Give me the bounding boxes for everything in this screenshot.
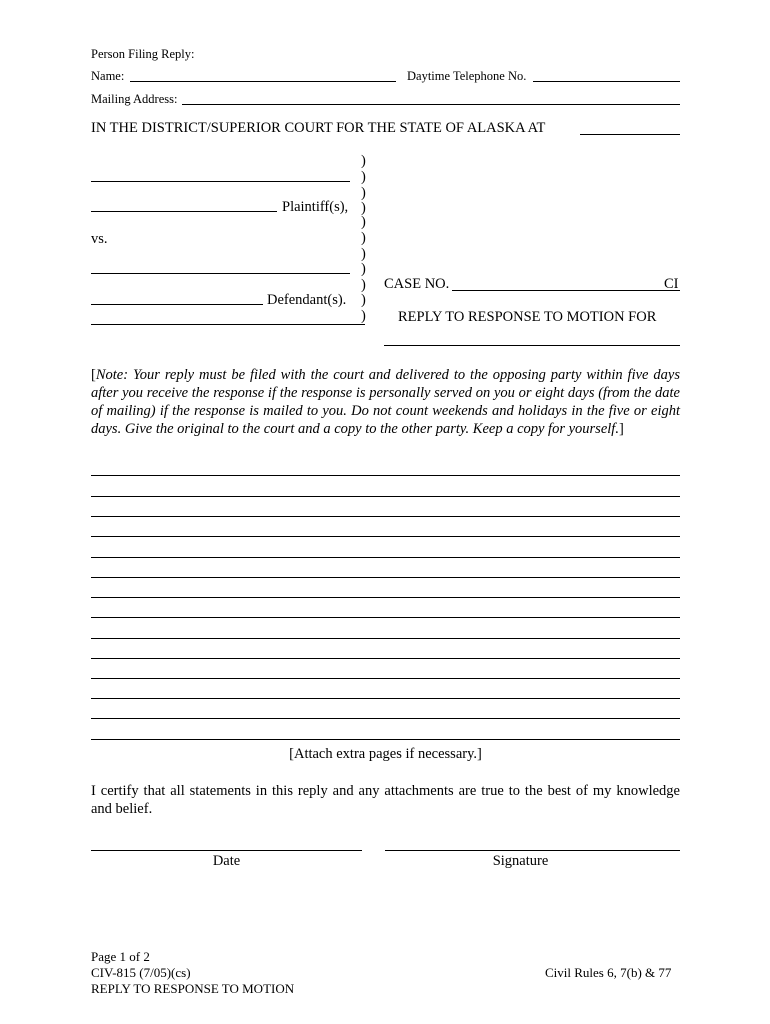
name-label: Name: — [91, 69, 125, 83]
plaintiff-label: Plaintiff(s), — [282, 199, 349, 215]
note-text: Note: Your reply must be filed with the court and delivered to the opposing party within five days after you receive the response if the response is personally served on you or eight days (from the date of mailing) if the response is mailed to you. Do not count weekends and holidays in the five or eight days. Give the original to the court and a copy to the other party. Keep a copy for yourself. — [91, 367, 680, 437]
caption-paren: ) — [361, 292, 366, 308]
civil-rules: Civil Rules 6, 7(b) & 77 — [545, 965, 672, 980]
reply-line[interactable] — [91, 718, 680, 719]
reply-line[interactable] — [91, 638, 680, 639]
reply-line[interactable] — [91, 577, 680, 578]
reply-line[interactable] — [91, 698, 680, 699]
phone-label: Daytime Telephone No. — [407, 69, 527, 83]
form-title: REPLY TO RESPONSE TO MOTION — [91, 981, 295, 996]
defendant-name-field[interactable] — [91, 273, 350, 274]
plaintiff-name-field[interactable] — [91, 181, 350, 182]
court-title: IN THE DISTRICT/SUPERIOR COURT FOR THE STATE OF ALASKA AT — [91, 120, 546, 136]
defendant-name-field-2[interactable] — [91, 304, 263, 305]
attach-pages-note: [Attach extra pages if necessary.] — [289, 746, 482, 762]
reply-line[interactable] — [91, 739, 680, 740]
phone-field[interactable] — [533, 81, 680, 82]
form-number: CIV-815 (7/05)(cs) — [91, 965, 191, 980]
signature-field[interactable] — [385, 850, 680, 851]
name-field[interactable] — [130, 81, 396, 82]
reply-line[interactable] — [91, 475, 680, 476]
caption-paren: ) — [361, 308, 366, 324]
case-no-label: CASE NO. — [384, 276, 450, 292]
defendant-label: Defendant(s). — [267, 292, 347, 308]
date-label: Date — [212, 853, 241, 869]
date-field[interactable] — [91, 850, 362, 851]
mailing-address-field[interactable] — [182, 104, 680, 105]
certification-text: I certify that all statements in this reply and any attachments are true to the best of my knowledge and belief. — [91, 783, 680, 817]
reply-title: REPLY TO RESPONSE TO MOTION FOR — [398, 309, 657, 325]
note-close-bracket: ] — [618, 421, 624, 437]
caption-paren: ) — [361, 230, 366, 246]
reply-line[interactable] — [91, 617, 680, 618]
page-number: Page 1 of 2 — [91, 949, 150, 964]
caption-paren: ) — [361, 200, 366, 216]
reply-line[interactable] — [91, 678, 680, 679]
reply-line[interactable] — [91, 658, 680, 659]
caption-paren: ) — [361, 246, 366, 262]
reply-line[interactable] — [91, 536, 680, 537]
person-filing-label: Person Filing Reply: — [91, 47, 195, 61]
case-no-field[interactable] — [452, 290, 680, 291]
note-open-bracket: [ — [91, 367, 96, 383]
caption-bottom-line — [91, 324, 365, 325]
case-suffix: CI — [664, 276, 679, 292]
caption-paren: ) — [361, 214, 366, 230]
mailing-address-label: Mailing Address: — [91, 92, 178, 106]
reply-line[interactable] — [91, 557, 680, 558]
caption-paren: ) — [361, 261, 366, 277]
vs-label: vs. — [91, 231, 108, 247]
reply-line[interactable] — [91, 597, 680, 598]
court-location-field[interactable] — [580, 134, 680, 135]
caption-paren: ) — [361, 169, 366, 185]
caption-paren: ) — [361, 277, 366, 293]
motion-for-field[interactable] — [384, 345, 680, 346]
note-paragraph — [91, 366, 680, 438]
caption-paren: ) — [361, 185, 366, 201]
caption-paren: ) — [361, 153, 366, 169]
reply-line[interactable] — [91, 516, 680, 517]
plaintiff-name-field-2[interactable] — [91, 211, 277, 212]
signature-label: Signature — [492, 853, 549, 869]
reply-line[interactable] — [91, 496, 680, 497]
